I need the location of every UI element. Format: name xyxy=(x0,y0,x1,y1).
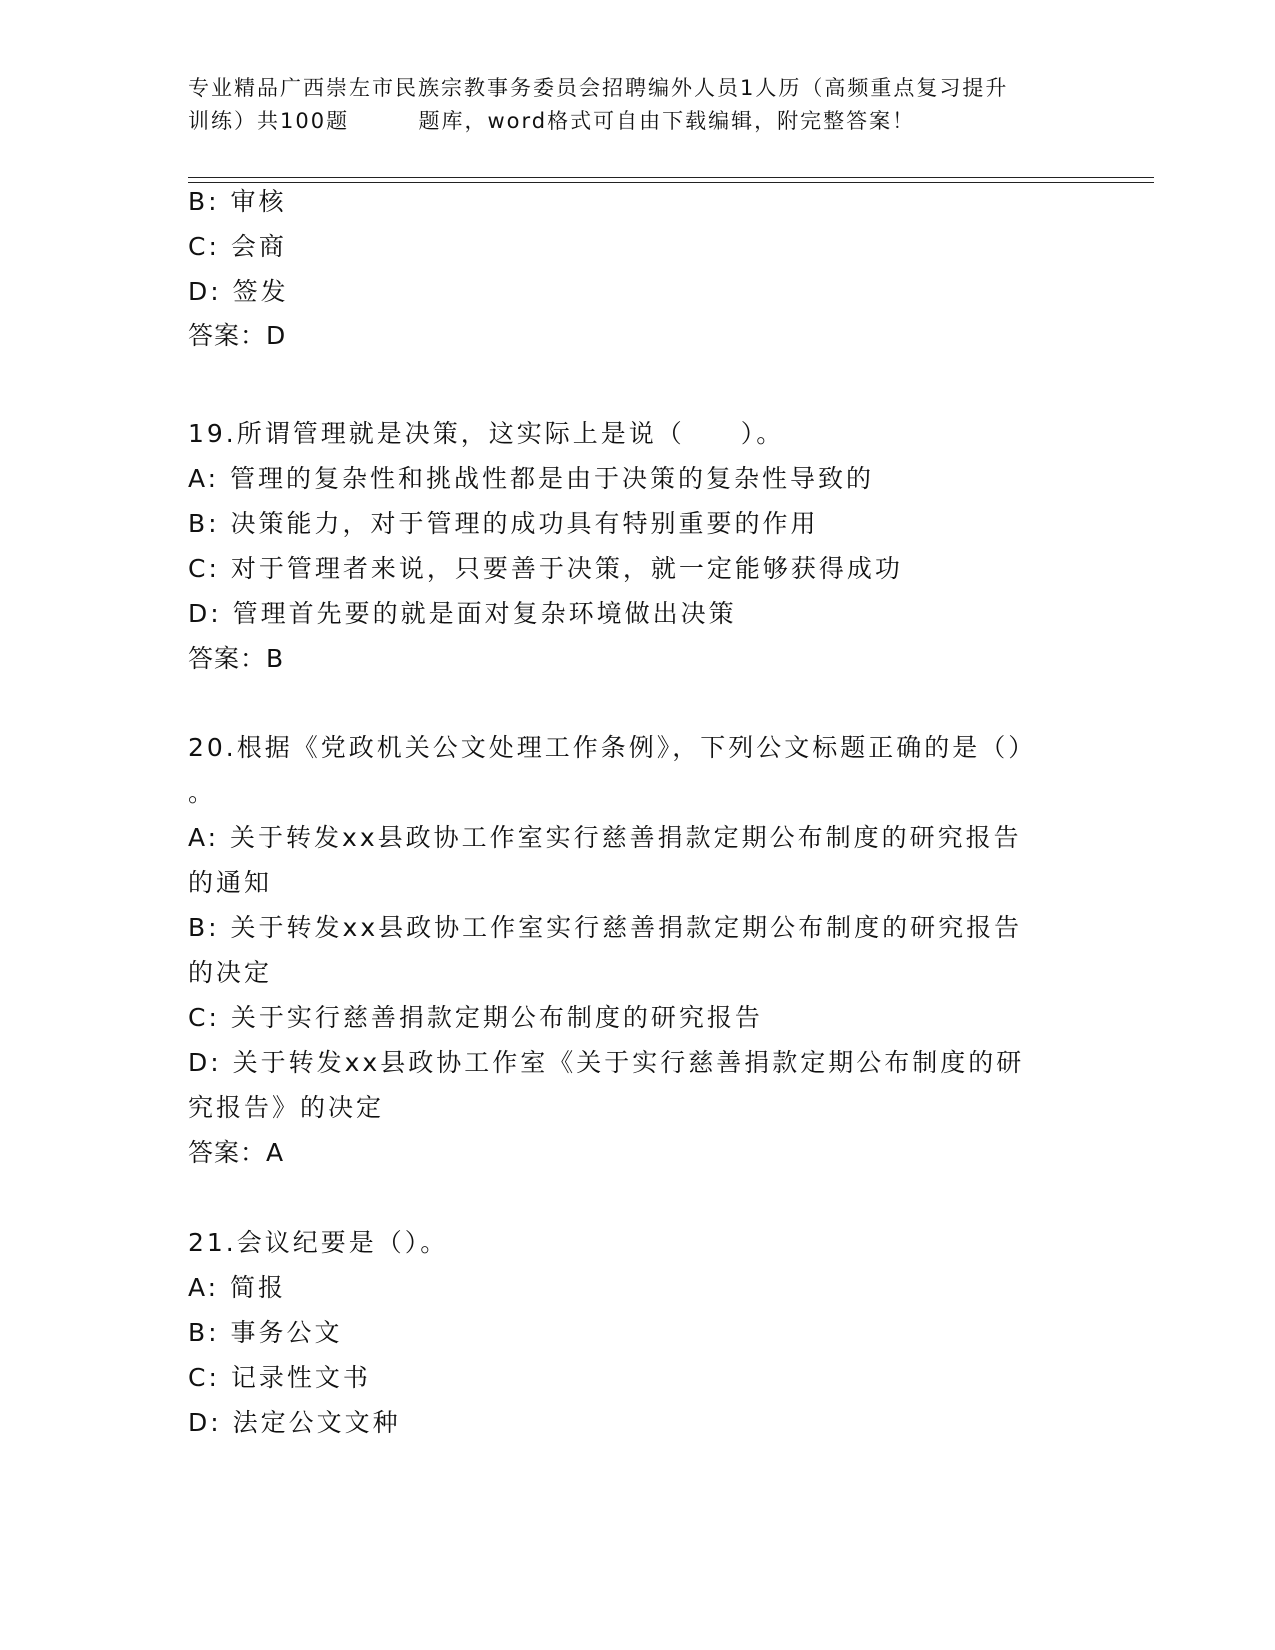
header-line-1: 专业精品广西崇左市民族宗教事务委员会招聘编外人员1人历（高频重点复习提升 xyxy=(188,76,1009,100)
q19-option-a: A: 管理的复杂性和挑战性都是由于决策的复杂性导致的 xyxy=(188,464,875,493)
q19-option-b: B: 决策能力，对于管理的成功具有特别重要的作用 xyxy=(188,509,819,538)
q20-question-line-1: 20.根据《党政机关公文处理工作条例》，下列公文标题正确的是（） xyxy=(188,733,1037,762)
q21-option-c: C: 记录性文书 xyxy=(188,1363,371,1392)
q21-option-d: D: 法定公文文种 xyxy=(188,1408,401,1437)
q18-option-c: C: 会商 xyxy=(188,232,287,261)
header-line-2: 训练）共100题 题库，word格式可自由下载编辑，附完整答案！ xyxy=(188,109,916,133)
q20-answer: 答案：A xyxy=(188,1138,285,1167)
q18-option-b: B: 审核 xyxy=(188,187,287,216)
q19-answer: 答案：B xyxy=(188,644,285,673)
q20-option-d-line-1: D: 关于转发xx县政协工作室《关于实行慈善捐款定期公布制度的研 xyxy=(188,1048,1025,1077)
q18-option-d: D: 签发 xyxy=(188,277,289,306)
q19-option-d: D: 管理首先要的就是面对复杂环境做出决策 xyxy=(188,599,737,628)
header-divider-top xyxy=(188,177,1154,178)
header-divider-bottom xyxy=(188,182,1154,183)
q19-option-c: C: 对于管理者来说，只要善于决策，就一定能够获得成功 xyxy=(188,554,903,583)
q20-option-d-line-2: 究报告》的决定 xyxy=(188,1093,385,1122)
q19-question: 19.所谓管理就是决策，这实际上是说（ ）。 xyxy=(188,419,785,448)
q20-option-b-line-2: 的决定 xyxy=(188,958,273,987)
q21-option-a: A: 简报 xyxy=(188,1273,287,1302)
q20-option-a-line-2: 的通知 xyxy=(188,868,273,897)
q20-option-b-line-1: B: 关于转发xx县政协工作室实行慈善捐款定期公布制度的研究报告 xyxy=(188,913,1023,942)
q21-question: 21.会议纪要是（）。 xyxy=(188,1228,449,1257)
q20-option-a-line-1: A: 关于转发xx县政协工作室实行慈善捐款定期公布制度的研究报告 xyxy=(188,823,1022,852)
q21-option-b: B: 事务公文 xyxy=(188,1318,343,1347)
q20-option-c: C: 关于实行慈善捐款定期公布制度的研究报告 xyxy=(188,1003,763,1032)
document-header xyxy=(188,72,1108,138)
q18-answer: 答案：D xyxy=(188,321,287,350)
q20-question-line-2: 。 xyxy=(188,778,217,807)
